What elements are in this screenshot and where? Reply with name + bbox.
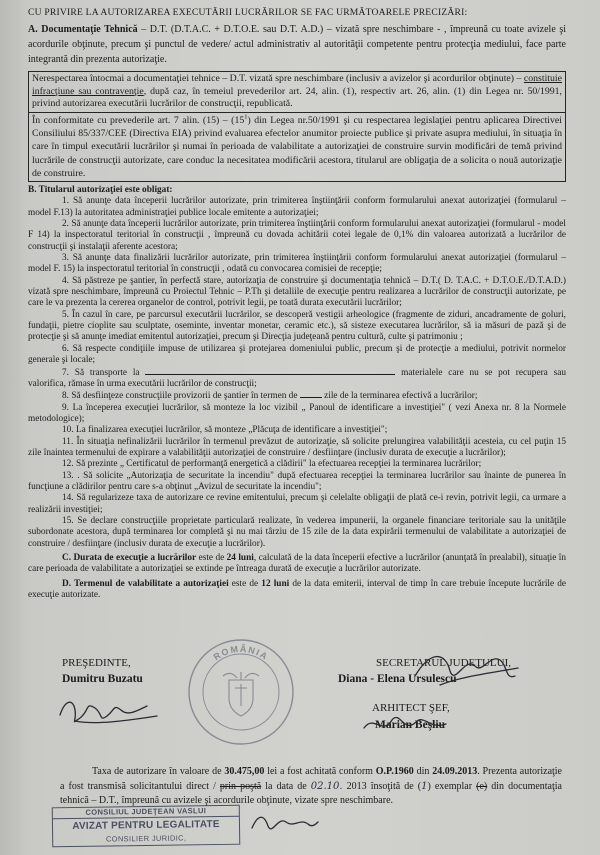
obligation-item-5 [28, 310, 566, 344]
item-text: La începerea execuţiei lucrărilor, să monteze la loc vizibil „ Panoul de identificare a investiţiei" ( vezi Anexa nr. 8 la Normele metodologice); [28, 402, 566, 424]
modification-notice-box [28, 112, 566, 182]
item-number: 11. [62, 436, 74, 447]
obligation-item-10 [28, 425, 566, 436]
item-text: . Să solicite „Autorizaţia de securitate la incendiu" după efectuarea recepţiei la terminarea lucrărilor sau înainte de punerea în funcţiune a clădirilor pentru care s-a obţinut „Avizul de securitate la incendiu"; [28, 470, 567, 492]
item-text: Să respecte condiţiile impuse de utilizarea şi protejarea domeniului public, precum şi de protecţie a mediului, potrivit normelor generale şi locale; [28, 343, 566, 366]
item-text: Să prezinte „ Certificatul de performanţă energetică a clădirii" la efectuarea recepţiei la terminarea lucrărilor; [75, 459, 482, 470]
secretary-signature [410, 646, 520, 692]
fee-note [60, 765, 562, 809]
item-number: 6. [62, 343, 69, 354]
obligation-item-13 [28, 471, 566, 494]
modification-superscript: 1 [244, 113, 248, 121]
obligation-item-3 [28, 253, 566, 276]
infraction-text-underlined: constituie infracţiune sau contravenţie [32, 73, 562, 97]
fill-in-blank-line [145, 367, 395, 375]
obligation-item-12 [28, 459, 566, 470]
president-title: PREŞEDINTE, [62, 657, 131, 669]
handwritten-date: 02.10. [310, 780, 343, 792]
item-text: Să anunţe data începerii lucrărilor autorizate, prin trimiterea înştiinţării conform formularului anexat autorizaţiei (formularul - model F 14) la inspectoratul teritorial în construcţii , împreună cu dovada achitării cotei legale de 0,1% din valoarea autorizată a lucrărilor de construcţii şi instalaţii aferente acestora; [28, 219, 567, 252]
fee-text-4: . Prezenta autorizaţie a fost transmisă solicitantului direct / [60, 766, 562, 792]
item-number: 8. [62, 391, 69, 402]
section-d-validity [28, 579, 566, 602]
obligation-item-14 [28, 493, 566, 516]
section-c-duration [28, 553, 566, 576]
infraction-text-after: , după caz, în temeiul prevederilor art. 24, alin. (1), respectiv art. 26, alin. (1) din Legea nr. 50/1991, privind autorizarea executării lucrărilor de construcţii, republicată. [32, 85, 563, 110]
handwritten-copy-count: 1 [421, 780, 428, 792]
item-text: Se declare construcţiile proprietate particulară realizate, în vederea impunerii, la organele financiare teritoriale sau la unităţile subordonate acestora, după terminarea lor completă şi nu mai târziu de 15 zile de la data expirării termenului de valabilitate a autorizaţiei de construire / desfiinţare (inclusiv durata de execuţie a lucrărilor). [28, 515, 566, 549]
round-seal [185, 636, 297, 748]
fee-text-1: Taxa de autorizare în valoare de [92, 766, 225, 777]
section-b [28, 185, 566, 601]
document-header: CU PRIVIRE LA AUTORIZAREA EXECUTĂRII LUCRĂRILOR SE FAC URMĂTOARELE PRECIZĂRI: [28, 7, 468, 18]
item-text: În situaţia nefinalizării lucrărilor în termenul prevăzut de autorizaţie, să solicite prelungirea valabilităţii acesteia, cu cel puţin 15 zile înaintea termenului de expirare a valabilităţii autorizaţiei de construire / desfiinţare (inclusiv durata de execuţie a lucrărilor); [28, 436, 566, 458]
obligation-item-6 [28, 344, 566, 367]
item-number: 14. [62, 493, 74, 504]
obligation-item-11 [28, 437, 566, 460]
section-d-value: 12 luni [261, 578, 290, 589]
fee-amount: 30.475,00 [224, 766, 265, 777]
fill-in-blank-line [300, 390, 322, 398]
secretary-title: SECRETARUL JUDEŢULUI, [376, 657, 511, 669]
architect-signature [360, 710, 450, 738]
item-number: 15. [62, 515, 74, 526]
payment-order: O.P.1960 [375, 766, 414, 777]
president-name: Dumitru Buzatu [62, 673, 143, 685]
obligation-item-9 [28, 403, 566, 426]
section-c-mid: este de [196, 553, 227, 563]
legal-approval-stamp [52, 805, 241, 848]
item-text-after: zile de la terminarea efectivă a lucrărilor; [324, 391, 478, 402]
item-text: Să anunţe data începerii lucrărilor autorizate, prin trimiterea înştiinţării conform formularului anexat autorizaţiei (formularul – model F.13) la autoritatea administraţiei publice locale emitente a autorizaţiei; [28, 196, 566, 218]
fee-text-7: ) exemplar [427, 780, 477, 792]
section-a [28, 22, 566, 67]
fee-text-3: din [413, 766, 433, 777]
section-d-text: de la data emiterii, interval de timp în care trebuie începute lucrările de execuţie autorizate. [28, 578, 567, 601]
section-c-text: , calculată de la data începerii efective a lucrărilor (anunţată în prealabil), situaţie în care perioada de valabilitate a autorizaţiei se extinde pe întreaga durată de execuţie a lucrărilor autorizate. [28, 553, 567, 575]
infraction-text-before: Nerespectarea întocmai a documentaţiei tehnice – D.T. vizată spre neschimbare (inclusiv a avizelor şi acordurilor obţinute) – [32, 73, 524, 84]
stamp-line-legal-advisor: CONSILIER JURIDIC, [105, 833, 187, 844]
section-b-heading: B. Titularul autorizaţiei este obligat: [28, 185, 173, 195]
section-c-label: C. Durata de execuţie a lucrărilor [62, 553, 197, 563]
struck-plural-suffix: (e) [476, 780, 488, 792]
secretary-name: Diana - Elena Ursulescu [338, 673, 457, 685]
item-number: 1. [62, 196, 69, 207]
infraction-notice-box [28, 71, 566, 113]
item-text-before: Să transporte la [74, 367, 140, 378]
fee-text-5: la data de [261, 780, 311, 792]
item-number: 12. [62, 459, 74, 470]
modification-text-before: În conformitate cu prevederile art. 7 alin. (15) – (15 [32, 115, 245, 126]
legal-advisor-signature [248, 808, 320, 838]
president-signature [55, 690, 165, 730]
architect-title: ARHITECT ŞEF, [372, 702, 450, 714]
item-number: 7. [62, 367, 69, 378]
obligation-item-15 [28, 516, 566, 550]
item-number: 4. [62, 275, 69, 286]
obligation-item-8 [28, 390, 566, 402]
item-number: 10. [62, 425, 74, 436]
fee-text-2: lei a fost achitată conform [264, 766, 376, 777]
struck-delivery-option: prin poştă [219, 780, 262, 792]
item-text: La finalizarea execuţiei lucrărilor, să monteze „Plăcuţa de identificare a investiţiei"; [75, 425, 388, 436]
fee-text-6: 2013 însoţită de ( [342, 780, 422, 792]
payment-date: 24.09.2013 [432, 766, 478, 777]
section-c-value: 24 luni [226, 553, 254, 563]
section-a-text: – D.T. (D.T.A.C. + D.T.O.E. sau D.T. A.D.) – vizată spre neschimbare - , împreună cu toate avizele şi acordurile obţinute, precum şi punctul de vedere/ actul administrativ al autorităţii competente pentru protecţia mediului, face parte integrantă din prezenta autorizaţie. [28, 24, 567, 65]
item-number: 9. [62, 402, 69, 413]
stamp-line-county-council: CONSILIUL JUDEŢEAN VASLUI [53, 806, 239, 820]
item-number: 13. [62, 470, 74, 481]
modification-text-after: ) din Legea nr.50/1991 şi cu respectarea legislaţiei pentru aplicarea Directivei Consiliului 85/337/CEE (Directiva EIA) privind evaluarea efectelor anumitor proiecte publice şi private asupra mediului, în situaţia în care în timpul executării lucrărilor şi numai în perioada de valabilitate a autorizaţiei de construire survin modificări de temă privind lucrările de construcţii autorizate, care conduc la necesitatea modificării acestora, titularul are obligaţia de a solicita o nouă autorizaţie de construire. [32, 115, 562, 179]
architect-name: Marian Beşliu [375, 719, 445, 731]
section-d-label: D. Termenul de valabilitate a autorizaţiei [62, 578, 229, 589]
fee-text-8: din documentaţia tehnică – D.T., împreună cu avizele şi acordurile obţinute, vizate spre neschimbare. [60, 780, 562, 806]
item-text-before: Să desfiinţeze construcţiile provizorii de şantier în termen de [71, 391, 298, 402]
item-number: 2. [62, 219, 69, 230]
obligation-item-1 [28, 196, 566, 219]
stamp-line-approved: AVIZAT PENTRU LEGALITATE [72, 818, 220, 833]
item-text-after: materialele care nu se pot recupera sau valorifica, rămase în urma executării lucrărilor de construcţii; [28, 367, 566, 389]
section-a-label: A. Documentaţie Tehnică [28, 24, 138, 35]
item-number: 5. [62, 309, 69, 320]
section-d-mid: este de [228, 578, 262, 589]
item-text: În cazul în care, pe parcursul executării lucrărilor, se descoperă vestigii arheologice (fragmente de ziduri, ancadramente de goluri, fundaţii, pietre cioplite sau sculptate, oseminte, inventar monetar, ceramic etc.), să sisteze executarea lucrărilor, să ia măsuri de pază şi de protecţie şi să anunţe imediat emitentul autorizaţiei, precum şi Direcţia judeţeană pentru cultură, culte şi patrimoniu ; [28, 309, 566, 343]
item-text: Să păstreze pe şantier, în perfectă stare, autorizaţia de construire şi documentaţia tehnică – D.T.( D. T.A.C. + D.T.O.E./D.T.A.D.) vizată spre neschimbare, împreună cu Proiectul Tehnic – P.Th şi detaliile de execuţie pentru realizarea a lucrărilor de construcţii autorizate, pe care le va prezenta la cererea organelor de control, potrivit legii, pe toată durata executării lucrărilor; [28, 275, 566, 309]
svg-text:ROMÂNIA [212, 643, 271, 662]
item-text: Să anunţe data finalizării lucrărilor autorizate, prin trimiterea înştiinţării conform formularului anexat autorizaţiei (formularul – model F. 15) la inspectoratul teritorial în construcţii , odată cu convocarea comisiei de recepţie; [28, 253, 566, 275]
obligation-item-4 [28, 276, 566, 310]
obligation-item-2 [28, 219, 566, 253]
seal-lettering: ROMÂNIA [211, 643, 271, 663]
item-number: 3. [62, 253, 69, 264]
item-text: Să regularizeze taxa de autorizare ce revine emitentului, precum şi celelalte obligaţii de plată ce-i revin, potrivit legii, ca urmare a realizării investiţiei; [28, 493, 566, 515]
obligation-item-7 [28, 367, 566, 391]
coat-of-arms-icon [223, 672, 259, 716]
